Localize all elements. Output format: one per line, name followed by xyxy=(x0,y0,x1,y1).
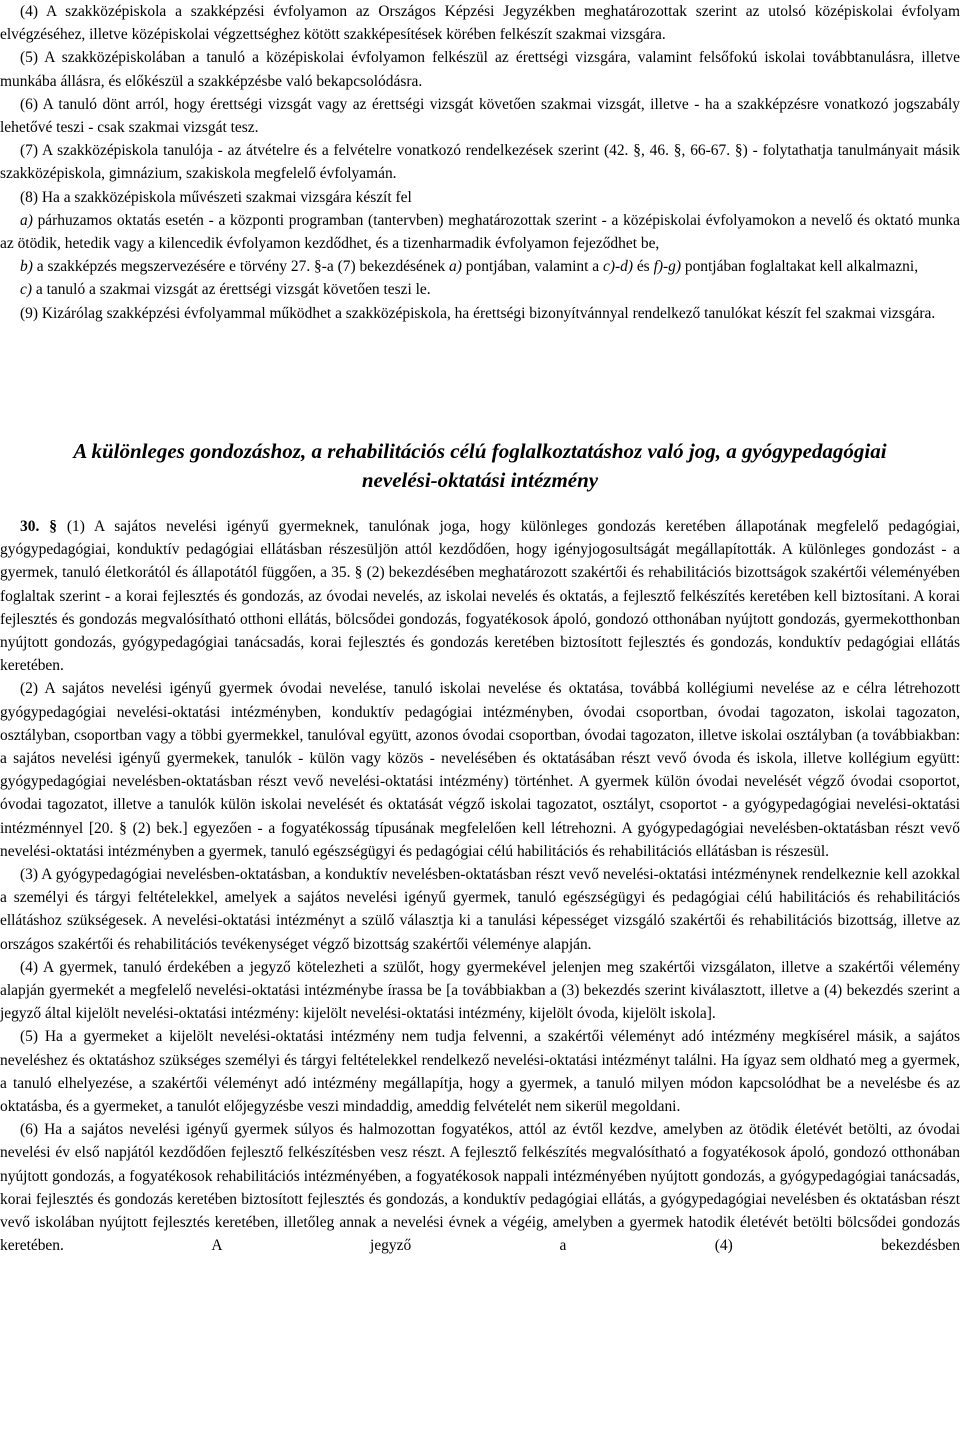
point-text: pontjában foglaltakat kell alkalmazni, xyxy=(681,258,919,276)
heading-line-2: nevelési-oktatási intézmény xyxy=(361,468,599,492)
section-30-paragraph-4: (4) A gyermek, tanuló érdekében a jegyző kötelezheti a szülőt, hogy gyermekével jelenjen meg szakértői vizsgálaton, illetve a szakértői vélemény alapján gyermekét a megfelelő nevelési-oktatási intézménybe írassa be [a továbbiakban a (3) bekezdés szerint kiválasztott, illetve a (4) bekezdés szerint a jegyző által kijelölt nevelési-oktatási intézmény: kijelölt nevelési-oktatási intézmény, kijelölt óvoda, kijelölt iskola]. xyxy=(0,958,960,1023)
paragraph-4: (4) A szakközépiskola a szakképzési évfolyamon az Országos Képzési Jegyzékben meghatározottak szerint az utolsó középiskolai évfolyam elvégzéséhez, illetve középiskolai végzettséghez kötött szakképesítések körében felkészít szakmai vizsgára. xyxy=(0,3,960,44)
point-text: a tanuló a szakmai vizsgát az érettségi vizsgát követően teszi le. xyxy=(32,281,431,299)
paragraph-8a xyxy=(0,209,960,255)
section-30-paragraph-5: (5) Ha a gyermeket a kijelölt nevelési-oktatási intézmény nem tudja felvenni, a szakértői véleményt adó intézmény megkísérel másik, a sajátos neveléshez és oktatáshoz szükséges személyi és tárgyi feltételekkel rendelkező nevelési-oktatási intézményt találni. Ha ígyaz sem oldható meg a gyermek, a tanuló elhelyezése, a szakértői véleményt adó intézmény megállapítja, hogy a gyermek, a tanuló milyen módon kapcsolódhat be a nevelésbe és az oktatásba, és a gyermeket, a tanulót előjegyzésbe veszi mindaddig, ameddig felvételét nem sikerül megoldani. xyxy=(0,1028,960,1116)
paragraph-9: (9) Kizárólag szakképzési évfolyammal működhet a szakközépiskola, ha érettségi bizonyítvánnyal rendelkező tanulókat készít fel szakmai vizsgára. xyxy=(20,304,936,322)
point-ref: a) xyxy=(449,258,462,276)
section-heading xyxy=(0,437,960,495)
point-text: pontjában, valamint a xyxy=(461,258,603,276)
paragraph-7: (7) A szakközépiskola tanulója - az átvételre és a felvételre vonatkozó rendelkezések szerint (42. §, 46. §, 66-67. §) - folytathatja tanulmányait másik szakközépiskola, gimnázium, szakiskola megfelelő évfolyamán. xyxy=(0,142,960,183)
paragraph-6: (6) A tanuló dönt arról, hogy érettségi vizsgát vagy az érettségi vizsgát követően szakmai vizsgát, illetve - ha a szakképzésre vonatkozó jogszabály lehetővé teszi - csak szakmai vizsgát tesz. xyxy=(0,95,960,137)
point-text: és xyxy=(632,258,654,276)
point-ref: f)-g) xyxy=(653,258,681,276)
point-text: a szakképzés megszervezésére e törvény 27. §-a (7) bekezdésének xyxy=(32,258,450,276)
section-30 xyxy=(0,515,960,1258)
point-text: párhuzamos oktatás esetén - a központi programban (tantervben) meghatározottak szerint - a középiskolai évfolyamokon a nevelő és oktató munka az ötödik, hetedik vagy a kilencedik évfolyamon kezdődhet, és a tizenharmadik évfolyamon fejeződhet be, xyxy=(0,211,960,253)
section-30-paragraph-1 xyxy=(0,515,960,677)
paragraph-8b xyxy=(0,255,960,278)
point-ref: c)-d) xyxy=(602,258,633,276)
point-mark: c) xyxy=(20,281,32,299)
section-29-continuation xyxy=(0,0,960,325)
section-30-paragraph-2: (2) A sajátos nevelési igényű gyermek óvodai nevelése, tanuló iskolai nevelése és oktatása, továbbá kollégiumi nevelése az e célra létrehozott gyógypedagógiai nevelési-oktatási intézményben, konduktív pedagógiai intézményben, óvodai csoportban, óvodai tagozaton, iskolai tagozaton, osztályban, csoportban vagy a többi gyermekkel, tanulóval együtt, azonos óvodai csoportban, óvodai tagozaton, illetve iskolai osztályban (a továbbiakban: a sajátos nevelési igényű gyermekek, tanulók - külön vagy közös - nevelésében és oktatásában részt vevő óvoda és iskola, illetve kollégium együtt: gyógypedagógiai nevelésben-oktatásban részt vevő nevelési-oktatási intézmény) történhet. A gyermek külön óvodai nevelését végző óvodai csoportot, óvodai tagozatot, illetve a tanulók külön iskolai nevelését és oktatását végző iskolai tagozatot, osztályt, csoportot - a gyógypedagógiai nevelési-oktatási intézménnyel [20. § (2) bek.] egyezően - a fogyatékosság típusának megfelelően kell létrehozni. A gyógypedagógiai nevelésben-oktatásban részt vevő nevelési-oktatási intézményben a gyermek, tanuló egészségügyi és pedagógiai célú habilitációs és rehabilitációs ellátásban is részesül. xyxy=(0,680,960,860)
paragraph-8: (8) Ha a szakközépiskola művészeti szakmai vizsgára készít fel xyxy=(20,188,412,206)
paragraph-text: (1) A sajátos nevelési igényű gyermeknek, tanulónak joga, hogy különleges gondozás keretében állapotának megfelelő pedagógiai, gyógypedagógiai, konduktív pedagógiai ellátásban részesüljön attól kezdődően, hogy igényjogosultságát megállapították. A különleges gondozást - a gyermek, tanuló életkorától és állapotától függően, a 35. § (2) bekezdésében meghatározott szakértői és rehabilitációs bizottságok szakértői véleményében foglaltak szerint - a korai fejlesztés és gondozás, az óvodai nevelés, az iskolai nevelés és oktatás, a fejlesztő felkészítés keretében kell biztosítani. A korai fejlesztés és gondozás megvalósítható otthoni ellátás, bölcsődei gondozás, fogyatékosok ápoló, gondozó otthonában nyújtott gondozás, gyermekotthonban nyújtott gondozás, gyógypedagógiai tanácsadás, korai fejlesztés és gondozás keretében biztosított fejlesztés és gondozás, konduktív pedagógiai ellátás keretében. xyxy=(0,518,960,675)
section-30-paragraph-3: (3) A gyógypedagógiai nevelésben-oktatásban, a konduktív nevelésben-oktatásban részt vevő nevelési-oktatási intézménynek rendelkeznie kell azokkal a személyi és tárgyi feltételekkel, amelyek a sajátos nevelési igényű gyermek, tanuló egészségügyi és pedagógiai célú habilitációs és rehabilitációs ellátáshoz szükségesek. A nevelési-oktatási intézményt a szülő választja ki a tanulási képességet vizsgáló szakértői és rehabilitációs bizottság, illetve az országos szakértői és rehabilitációs tevékenységet végző bizottság szakértői véleménye alapján. xyxy=(0,866,960,953)
paragraph-8c xyxy=(0,278,960,301)
paragraph-5: (5) A szakközépiskolában a tanuló a középiskolai évfolyamon felkészül az érettségi vizsgára, valamint felsőfokú iskolai továbbtanulásra, illetve munkába állásra, és előkészül a szakképzésbe való bekapcsolódásra. xyxy=(0,49,960,90)
section-30-paragraph-6: (6) Ha a sajátos nevelési igényű gyermek súlyos és halmozottan fogyatékos, attól az évtől kezdve, amelyben az ötödik életévét betölti, az óvodai nevelési év első napjától kezdődően fejlesztő felkészítésben vesz részt. A fejlesztő felkészítés megvalósítható a fogyatékosok ápoló, gondozó otthonában nyújtott gondozás, a fogyatékosok rehabilitációs intézményében, a fogyatékosok nappali intézményében nyújtott gondozás, a gyógypedagógiai tanácsadás, korai fejlesztés és gondozás keretében biztosított fejlesztés és gondozás, a konduktív pedagógiai ellátás, a gyógypedagógiai nevelésben és oktatásban részt vevő iskolában nyújtott fejlesztés keretében, illetőleg annak a nevelési évnek a végéig, amelyben a gyermek hatodik életévét betölti bölcsődei gondozás keretében. A jegyző a (4) bekezdésben xyxy=(0,1121,960,1255)
point-mark: b) xyxy=(20,258,33,276)
section-number: 30. § xyxy=(20,518,57,535)
heading-line-1: A különleges gondozáshoz, a rehabilitációs célú foglalkoztatáshoz való jog, a gyógypedagógiai xyxy=(73,439,887,463)
point-mark: a) xyxy=(20,211,33,229)
